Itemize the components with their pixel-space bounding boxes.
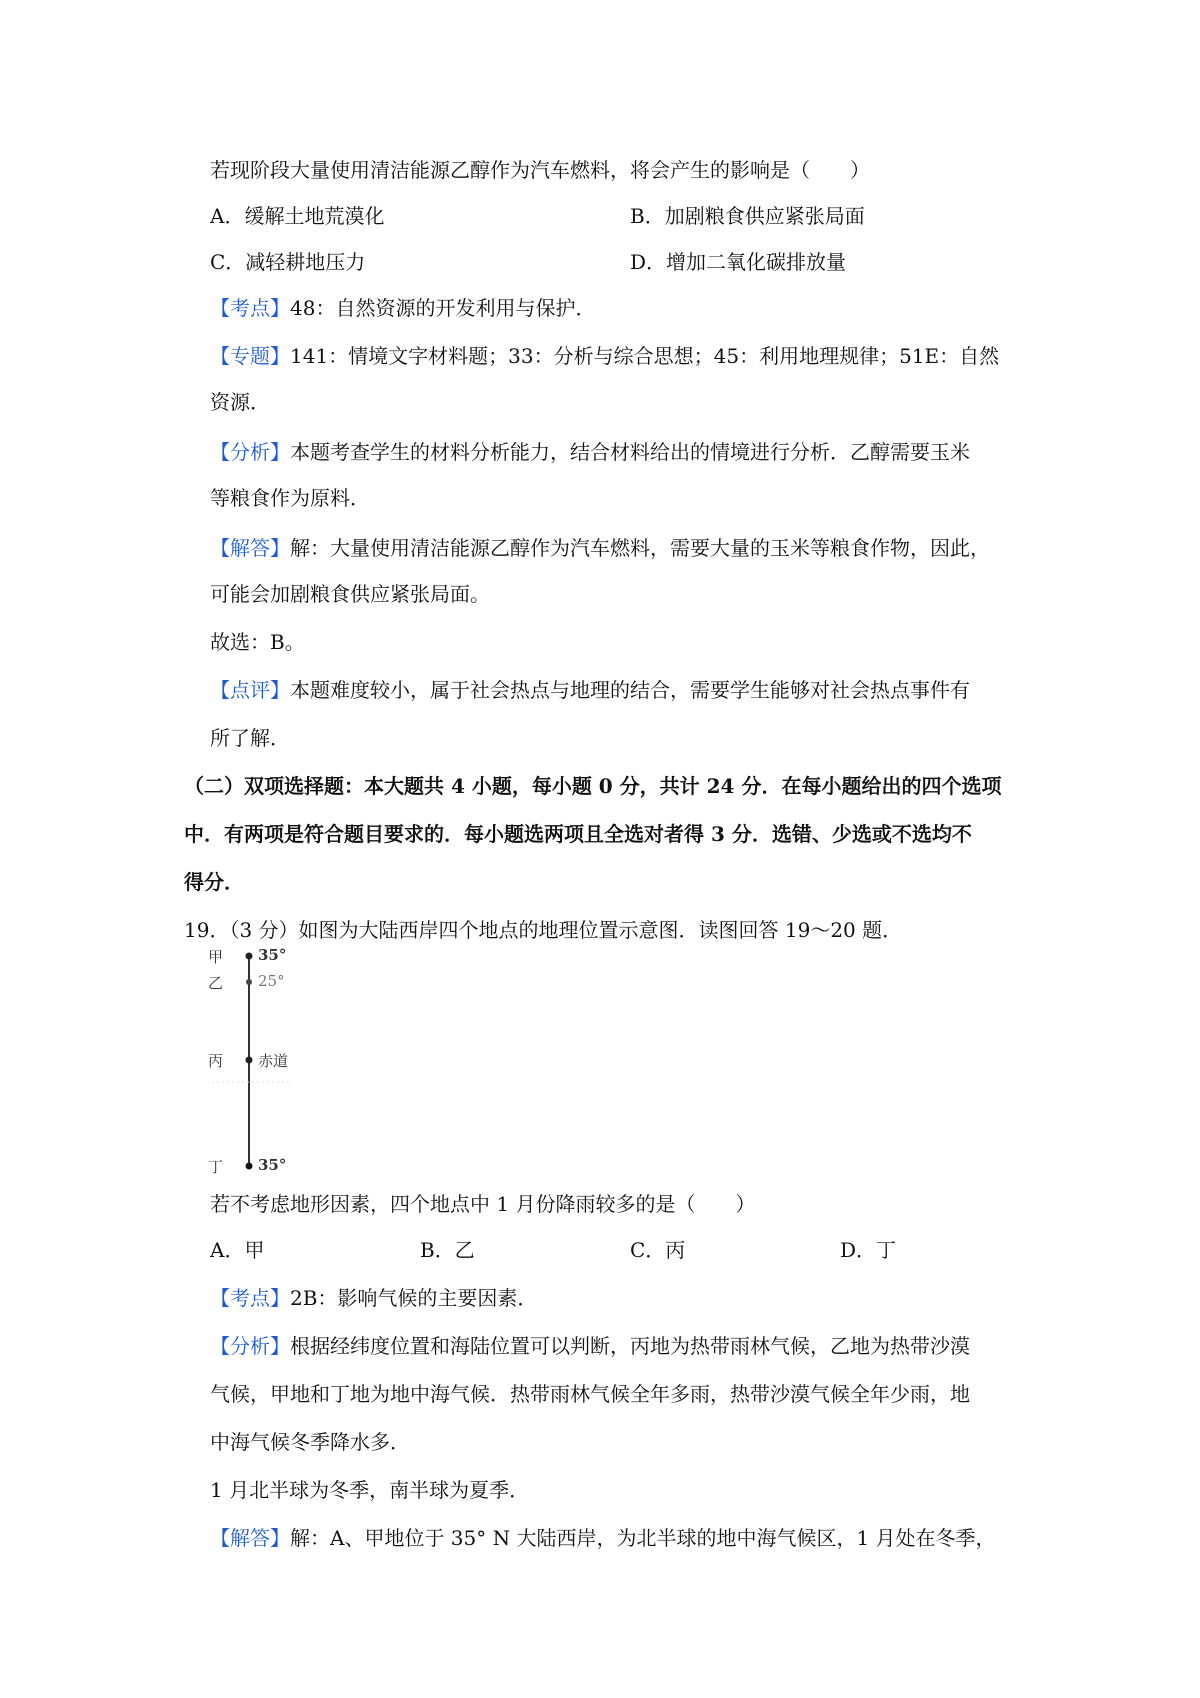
q19-fenxi (210, 1332, 970, 1360)
q18-option-c: C．减轻耕地压力 (210, 250, 366, 274)
label-bing: 丙 (208, 1052, 224, 1070)
q19-fenxi-cont-3: 1 月北半球为冬季，南半球为夏季． (210, 1478, 530, 1502)
q19-option-b: B．乙 (420, 1238, 475, 1262)
q19-option-a: A．甲 (210, 1238, 265, 1262)
q19-stem: 19．（3 分）如图为大陆西岸四个地点的地理位置示意图．读图回答 19～20 题． (184, 918, 903, 942)
q18-option-d: D．增加二氧化碳排放量 (630, 250, 847, 274)
q19-fenxi-text-1: 根据经纬度位置和海陆位置可以判断，丙地为热带雨林气候，乙地为热带沙漠 (290, 1334, 970, 1358)
q19-kaodian-tag: 【考点】 (210, 1286, 290, 1310)
label-ding: 丁 (208, 1158, 224, 1176)
dianping-text-1: 本题难度较小，属于社会热点与地理的结合，需要学生能够对社会热点事件有 (290, 678, 970, 702)
q18-answer: 故选：B。 (210, 630, 305, 654)
q19-jieda-text-1: 解：A、甲地位于 35° N 大陆西岸，为北半球的地中海气候区，1 月处在冬季， (290, 1526, 996, 1550)
q19-jieda (210, 1524, 996, 1552)
kaodian-tag: 【考点】 (210, 296, 290, 320)
q19-fenxi-tag: 【分析】 (210, 1334, 290, 1358)
q19-kaodian-text: 2B：影响气候的主要因素． (290, 1286, 538, 1310)
zhuanti-text-1: 141：情境文字材料题；33：分析与综合思想；45：利用地理规律；51E：自然 (290, 344, 1000, 368)
label-yi: 乙 (208, 974, 224, 992)
q19-option-d: D．丁 (840, 1238, 897, 1262)
section2-heading-1: （二）双项选择题：本大题共 4 小题，每小题 0 分，共计 24 分．在每小题给出的四个选项 (184, 774, 1002, 798)
lat-jia: 35° (258, 946, 287, 964)
jieda-text-1: 解：大量使用清洁能源乙醇作为汽车燃料，需要大量的玉米等粮食作物，因此， (290, 536, 990, 560)
q18-zhuanti (210, 342, 999, 370)
q18-jieda (210, 534, 990, 562)
lat-yi: 25° (258, 972, 285, 990)
q19-sub: 若不考虑地形因素，四个地点中 1 月份降雨较多的是（ ） (210, 1192, 756, 1216)
jieda-tag: 【解答】 (210, 536, 290, 560)
q18-fenxi (210, 438, 970, 466)
section2-heading-2: 中．有两项是符合题目要求的．每小题选两项且全选对者得 3 分．选错、少选或不选均不 (184, 822, 972, 846)
zhuanti-tag: 【专题】 (210, 344, 290, 368)
q18-fenxi-cont: 等粮食作为原料． (210, 486, 370, 510)
section2-heading-3: 得分． (184, 870, 244, 894)
fenxi-text-1: 本题考查学生的材料分析能力，结合材料给出的情境进行分析．乙醇需要玉米 (290, 440, 970, 464)
q18-dianping-cont: 所了解． (210, 726, 290, 750)
point-jia (246, 953, 253, 960)
q18-option-a: A．缓解土地荒漠化 (210, 204, 385, 228)
q18-stem: 若现阶段大量使用清洁能源乙醇作为汽车燃料，将会产生的影响是（ ） (210, 158, 870, 182)
kaodian-text: 48：自然资源的开发利用与保护． (290, 296, 596, 320)
q18-zhuanti-cont: 资源． (210, 390, 270, 414)
q18-dianping (210, 676, 970, 704)
q19-fenxi-cont-2: 中海气候冬季降水多． (210, 1430, 410, 1454)
q18-option-b: B．加剧粮食供应紧张局面 (630, 204, 865, 228)
fenxi-tag: 【分析】 (210, 440, 290, 464)
dianping-tag: 【点评】 (210, 678, 290, 702)
label-jia: 甲 (208, 948, 224, 966)
point-bing (246, 1057, 253, 1064)
lat-bing: 赤道 (258, 1052, 289, 1070)
q19-option-c: C．丙 (630, 1238, 686, 1262)
q18-jieda-cont: 可能会加剧粮食供应紧张局面。 (210, 582, 490, 606)
point-ding (246, 1163, 253, 1170)
lat-ding: 35° (258, 1156, 287, 1174)
q19-jieda-tag: 【解答】 (210, 1526, 290, 1550)
point-yi (246, 979, 252, 985)
q19-fenxi-cont-1: 气候，甲地和丁地为地中海气候．热带雨林气候全年多雨，热带沙漠气候全年少雨，地 (210, 1382, 970, 1406)
latitude-diagram (208, 946, 322, 1176)
q19-kaodian (210, 1284, 537, 1312)
q18-kaodian (210, 294, 595, 322)
